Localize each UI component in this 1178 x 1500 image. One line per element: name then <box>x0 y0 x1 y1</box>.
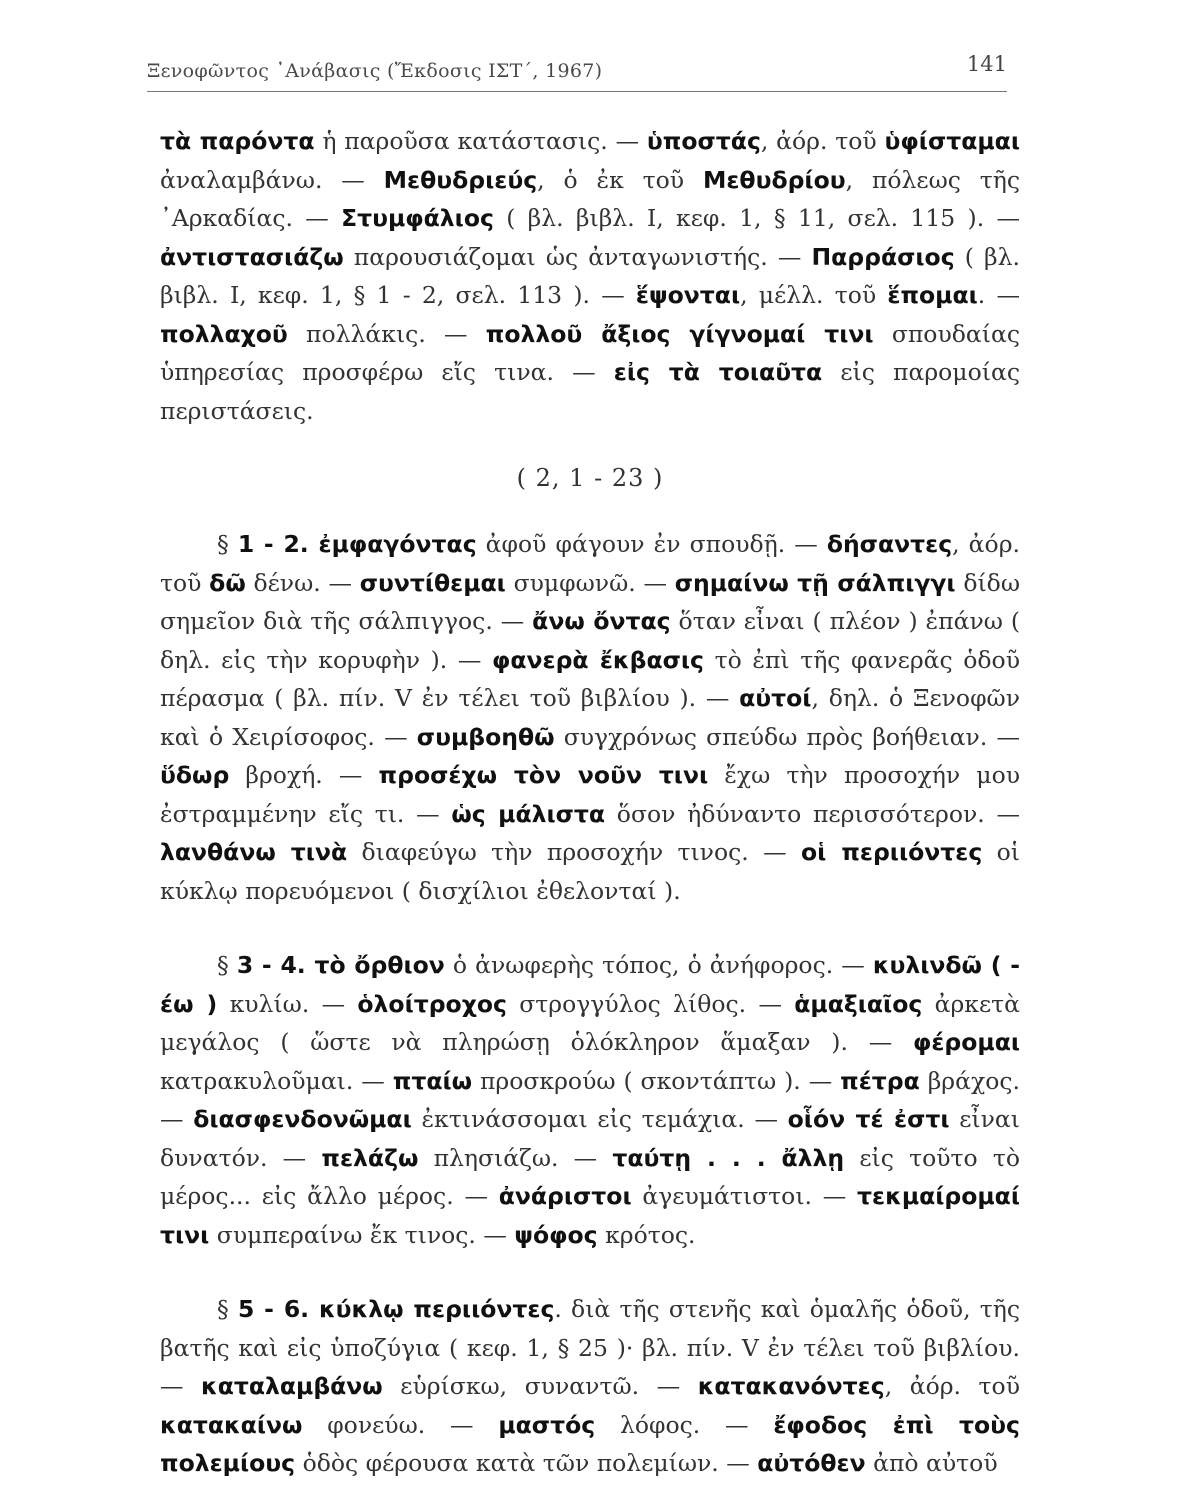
lemma-term: ψόφος <box>514 1220 598 1249</box>
gloss-text: δένω. — <box>245 568 360 597</box>
lemma-term: δῶ <box>209 568 246 597</box>
lemma-term: τὰ παρόντα <box>160 127 315 155</box>
gloss-text: βροχή. — <box>229 761 379 789</box>
lemma-term: συμβοηθῶ <box>416 722 555 751</box>
gloss-text: ὅταν εἶναι ( πλέον ) ἐπάνω ( δηλ. εἰς τὴν κορυφὴν ). — <box>160 607 1021 674</box>
lemma-term: αὐτοί <box>739 684 812 712</box>
lemma-term: Παρράσιος <box>811 242 955 271</box>
commentary-paragraph <box>160 946 1020 1254</box>
lemma-term: Μεθυδρίου <box>702 165 846 194</box>
gloss-text: , ἀόρ. τοῦ <box>760 127 885 155</box>
lemma-term: κατακανόντες <box>697 1372 885 1400</box>
commentary-paragraph <box>160 525 1020 910</box>
gloss-text: κατρακυλοῦμαι. — <box>160 1066 393 1095</box>
gloss-text: § <box>217 530 238 558</box>
gloss-text: , ὁ ἐκ τοῦ <box>537 165 703 194</box>
lemma-term: σημαίνω τῇ σάλπιγγι <box>674 568 956 597</box>
lemma-term: ὑποστάς <box>646 127 761 155</box>
gloss-text: δίδω σημεῖον διὰ τῆς σάλπιγγος. — <box>160 568 1020 635</box>
gloss-text: ὅσον ἠδύναντο περισσότερον. — <box>605 799 1020 828</box>
lemma-term: πέτρα <box>840 1066 920 1095</box>
lemma-term: αὐτόθεν <box>757 1449 866 1477</box>
gloss-text: σπουδαίας ὑπηρεσίας προσφέρω εἴς τινα. — <box>160 319 1021 386</box>
lemma-term: 1 - 2. ἐμφαγόντας <box>237 530 477 558</box>
gloss-text: βράχος. — <box>160 1066 1020 1133</box>
gloss-text: στρογγύλος λίθος. — <box>506 989 795 1018</box>
lemma-term: τεκμαίρομαί τινι <box>160 1182 1020 1249</box>
lemma-term: ἔφοδος ἐπὶ τοὺς πολεμίους <box>160 1410 1020 1477</box>
gloss-text: ἀφοῦ φάγουν ἐν σπουδῇ. — <box>476 530 827 558</box>
lemma-term: ἁμαξιαῖος <box>794 989 923 1018</box>
header-rule <box>147 91 1007 92</box>
gloss-text: ἔχω τὴν προσοχήν μου ἐστραμμένην εἴς τι. — <box>160 761 1021 828</box>
lemma-term: κυλινδῶ ( -έω ) <box>160 951 1021 1018</box>
lemma-term: ὡς μάλιστα <box>451 799 606 828</box>
lemma-term: οἱ περιιόντες <box>800 838 983 866</box>
gloss-text: , πόλεως τῆς ᾿Αρκαδίας. — <box>160 165 1021 232</box>
gloss-text: § <box>217 951 237 979</box>
gloss-text: παρουσιάζομαι ὡς ἀνταγωνιστής. — <box>343 242 812 271</box>
gloss-text: κυλίω. — <box>217 989 358 1018</box>
section-heading: ( 2, 1 - 23 ) <box>516 464 664 492</box>
commentary-body <box>160 122 1020 1483</box>
lemma-term: 3 - 4. τὸ ὄρθιον <box>236 951 445 979</box>
lemma-term: ἕψονται <box>635 281 741 309</box>
page-number: 141 <box>966 52 1007 76</box>
lemma-term: δήσαντες <box>826 530 953 558</box>
gloss-text: ὁ ἀνωφερὴς τόπος, ὁ ἀνήφορος. — <box>444 951 873 979</box>
gloss-text: τὸ ἐπὶ τῆς φανερᾶς ὁδοῦ πέρασμα ( βλ. πίν. V ἐν τέλει τοῦ βιβλίου ). — <box>160 645 1020 712</box>
lemma-term: ἕπομαι <box>887 281 978 309</box>
lemma-term: πελάζω <box>321 1143 419 1172</box>
lemma-term: φανερὰ ἔκβασις <box>491 645 704 674</box>
lemma-term: ἄνω ὄντας <box>532 607 671 635</box>
gloss-text: εἰς τοῦτο τὸ μέρος... εἰς ἄλλο μέρος. — <box>160 1143 1020 1210</box>
gloss-text: εἶναι δυνατόν. — <box>160 1105 1020 1172</box>
lemma-term: συντίθεμαι <box>359 568 506 597</box>
gloss-text: λόφος. — <box>595 1410 774 1439</box>
lemma-term: διασφενδονῶμαι <box>193 1105 412 1133</box>
lemma-term: πολλοῦ ἄξιος γίγνομαί τινι <box>485 319 874 348</box>
lemma-term: Στυμφάλιος <box>341 204 494 232</box>
commentary-paragraph <box>160 1290 1020 1483</box>
gloss-text: κρότος. <box>597 1220 696 1249</box>
gloss-text: . διὰ τῆς στενῆς καὶ ὁμαλῆς ὁδοῦ, τῆς βατῆς καὶ εἰς ὑποζύγια ( κεφ. 1, § 25 )· βλ. πίν. V ἐν τέλει τοῦ βιβλίου. — <box>160 1295 1020 1400</box>
commentary-paragraph <box>160 122 1020 430</box>
lemma-term: ὑφίσταμαι <box>884 127 1020 155</box>
gloss-text: ὁδὸς φέρουσα κατὰ τῶν πολεμίων. — <box>295 1449 758 1477</box>
gloss-text: . — <box>977 281 1020 309</box>
gloss-text: , δηλ. ὁ Ξενοφῶν καὶ ὁ Χειρίσοφος. — <box>160 684 1020 751</box>
lemma-term: πολλαχοῦ <box>160 319 288 348</box>
lemma-term: πταίω <box>392 1066 473 1095</box>
running-header <box>147 52 1007 92</box>
lemma-term: οἷόν τέ ἐστι <box>787 1105 950 1133</box>
header-title: Ξενοφῶντος ᾿Ανάβασις (Ἔκδοσις ΙΣΤ΄, 1967) <box>147 60 603 82</box>
lemma-term: ὁλοίτροχος <box>357 989 507 1018</box>
gloss-text: πλησιάζω. — <box>418 1143 613 1172</box>
lemma-term: ὕδωρ <box>160 761 230 789</box>
lemma-term: 5 - 6. κύκλῳ περιιόντες <box>237 1295 555 1323</box>
gloss-text: ἐκτινάσσομαι εἰς τεμάχια. — <box>411 1105 788 1133</box>
gloss-text: § <box>217 1295 238 1323</box>
gloss-text: συγχρόνως σπεύδω πρὸς βοήθειαν. — <box>554 722 1020 751</box>
lemma-term: μαστός <box>498 1410 596 1439</box>
gloss-text: ἀναλαμβάνω. — <box>160 165 384 194</box>
lemma-term: ταύτῃ . . . ἄλλῃ <box>612 1143 845 1172</box>
lemma-term: λανθάνω τινὰ <box>160 838 348 866</box>
gloss-text: φονεύω. — <box>302 1410 499 1439</box>
gloss-text: διαφεύγω τὴν προσοχήν τινος. — <box>347 838 801 866</box>
gloss-text: συμπεραίνω ἔκ τινος. — <box>209 1220 515 1249</box>
gloss-text: ἡ παροῦσα κατάστασις. — <box>314 127 647 155</box>
lemma-term: φέρομαι <box>912 1028 1020 1056</box>
lemma-term: προσέχω τὸν νοῦν τινι <box>378 761 709 789</box>
lemma-term: ἀντιστασιάζω <box>160 242 344 271</box>
gloss-text: οἱ κύκλῳ πορευόμενοι ( δισχίλιοι ἐθελονταί ). <box>160 838 1021 905</box>
gloss-text: ( βλ. βιβλ. Ι, κεφ. 1, § 1 - 2, σελ. 113 ). — <box>160 242 1020 309</box>
gloss-text: ἀγευμάτιστοι. — <box>631 1182 858 1210</box>
lemma-term: καταλαμβάνω <box>201 1372 383 1400</box>
gloss-text: ( βλ. βιβλ. Ι, κεφ. 1, § 11, σελ. 115 ). — <box>493 204 1020 232</box>
gloss-text: ἀπὸ αὐτοῦ <box>865 1449 998 1477</box>
lemma-term: ἀνάριστοι <box>498 1182 632 1210</box>
gloss-text: πολλάκις. — <box>287 319 486 348</box>
gloss-text: ἀρκετὰ μεγάλος ( ὥστε νὰ πληρώσῃ ὁλόκληρον ἅμαξαν ). — <box>160 989 1020 1056</box>
gloss-text: , ἀόρ. τοῦ <box>160 530 1020 597</box>
gloss-text: , μέλλ. τοῦ <box>740 281 888 309</box>
gloss-text: εἰς παρομοίας περιστάσεις. <box>160 358 1020 425</box>
gloss-text: συμφωνῶ. — <box>505 568 675 597</box>
gloss-text: εὑρίσκω, συναντῶ. — <box>382 1372 698 1400</box>
gloss-text: προσκρούω ( σκοντάπτω ). — <box>472 1066 841 1095</box>
lemma-term: Μεθυδριεύς <box>383 165 538 194</box>
lemma-term: κατακαίνω <box>160 1410 303 1439</box>
lemma-term: εἰς τὰ τοιαῦτα <box>613 358 823 386</box>
gloss-text: , ἀόρ. τοῦ <box>884 1372 1020 1400</box>
